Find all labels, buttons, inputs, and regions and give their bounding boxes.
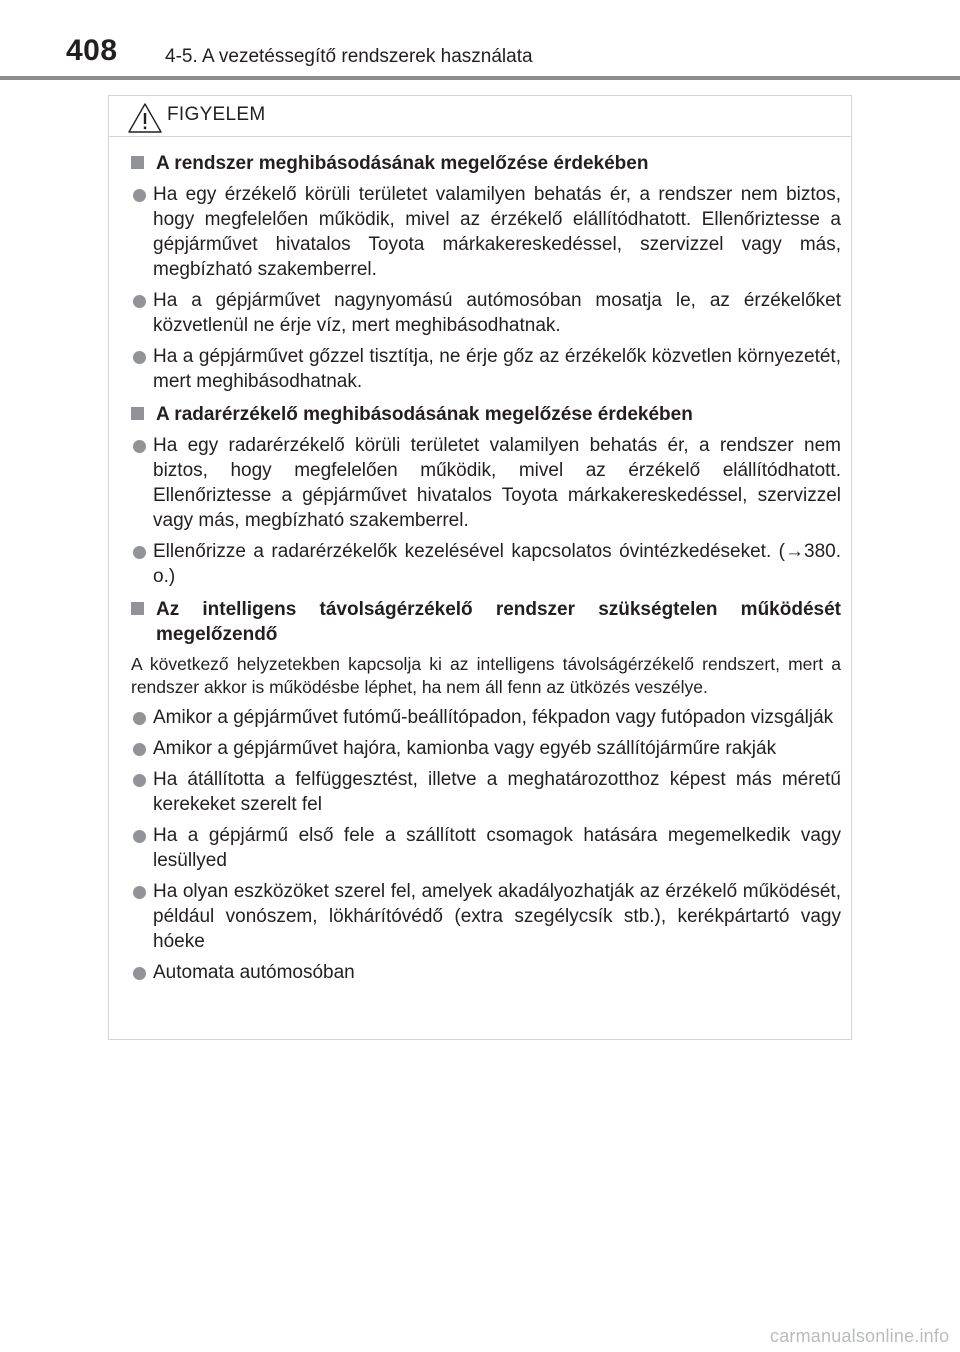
section-unnecessary-operation [131,597,841,985]
list-item-text: Amikor a gépjárművet futómű-beállítópadon, fékpadon vagy futópadon vizsgálják [153,707,834,728]
round-bullet-icon [133,886,146,899]
list-item [131,767,841,817]
section-radar-failure [131,402,841,589]
round-bullet-icon [133,743,146,756]
warning-triangle-icon [127,102,163,134]
header-divider [0,76,960,80]
list-item [131,736,841,761]
section-heading-text: A rendszer meghibásodásának megelőzése érdekében [156,153,649,174]
round-bullet-icon [133,546,146,559]
section-heading [131,402,841,427]
page-header [0,0,960,80]
watermark: carmanualsonline.info [770,1326,950,1346]
section-sensor-failure [131,151,841,394]
list-item-text: Ha egy érzékelő körüli területet valamilyen behatás ér, a rendszer nem biztos, hogy megfelelően működik, mivel az érzékelő elállítódhatott. Ellenőriztesse a gépjárművet hivatalos Toyota márkakereskedéssel, szervizzel vagy más, megbízható szakemberrel. [153,184,841,280]
list-item-text: Ellenőrizze a radarérzékelők kezelésével kapcsolatos óvintézkedéseket. (→380. o.) [153,541,841,587]
section-heading-text: Az intelligens távolságérzékelő rendszer szükségtelen működését megelőzendő [156,599,841,645]
square-bullet-icon [131,407,144,420]
list-item [131,344,841,394]
list-item-text: Ha egy radarérzékelő körüli területet valamilyen behatás ér, a rendszer nem biztos, hogy megfelelően működik, mivel az érzékelő elállítódhatott. Ellenőriztesse a gépjárművet hivatalos Toyota márkakereskedéssel, szervizzel vagy más, megbízható szakemberrel. [153,435,841,531]
warning-title: FIGYELEM [167,104,266,125]
list-item-text: Ha a gépjárművet nagynyomású autómosóban mosatja le, az érzékelőket közvetlenül ne érje víz, mert meghibásodhatnak. [153,290,841,336]
list-item [131,539,841,589]
list-item-text: Amikor a gépjárművet hajóra, kamionba vagy egyéb szállítójárműre rakják [153,738,777,759]
list-item-text: Ha átállította a felfüggesztést, illetve a meghatározotthoz képest más méretű kerekeket szerelt fel [153,769,841,815]
square-bullet-icon [131,602,144,615]
list-item-text: Ha a gépjármű első fele a szállított csomagok hatására megemelkedik vagy lesüllyed [153,825,841,871]
round-bullet-icon [133,967,146,980]
square-bullet-icon [131,156,144,169]
list-item-text: Automata autómosóban [153,962,355,983]
round-bullet-icon [133,295,146,308]
section-heading [131,597,841,647]
warning-body [109,137,851,985]
round-bullet-icon [133,712,146,725]
round-bullet-icon [133,189,146,202]
list-item-text: Ha a gépjárművet gőzzel tisztítja, ne érje gőz az érzékelők közvetlen környezetét, mert meghibásodhatnak. [153,346,841,392]
section-paragraph: A következő helyzetekben kapcsolja ki az intelligens távolságérzékelő rendszert, mert a rendszer akkor is működésbe léphet, ha nem áll fenn az ütközés veszélye. [131,654,841,697]
list-item [131,879,841,954]
list-item [131,182,841,282]
list-item [131,823,841,873]
warning-box [108,95,852,1040]
list-item [131,288,841,338]
warning-box-header [109,96,851,137]
round-bullet-icon [133,440,146,453]
round-bullet-icon [133,351,146,364]
list-item [131,705,841,730]
section-heading [131,151,841,176]
list-item-text: Ha olyan eszközöket szerel fel, amelyek akadályozhatják az érzékelő működését, például vonószem, lökhárítóvédő (extra szegélycsík stb.), kerékpártartó vagy hóeke [153,881,841,952]
list-item [131,960,841,985]
section-heading-text: A radarérzékelő meghibásodásának megelőzése érdekében [156,404,693,425]
list-item [131,433,841,533]
round-bullet-icon [133,830,146,843]
round-bullet-icon [133,774,146,787]
chapter-title: 4-5. A vezetéssegítő rendszerek használata [165,46,533,67]
page-number: 408 [66,34,118,67]
